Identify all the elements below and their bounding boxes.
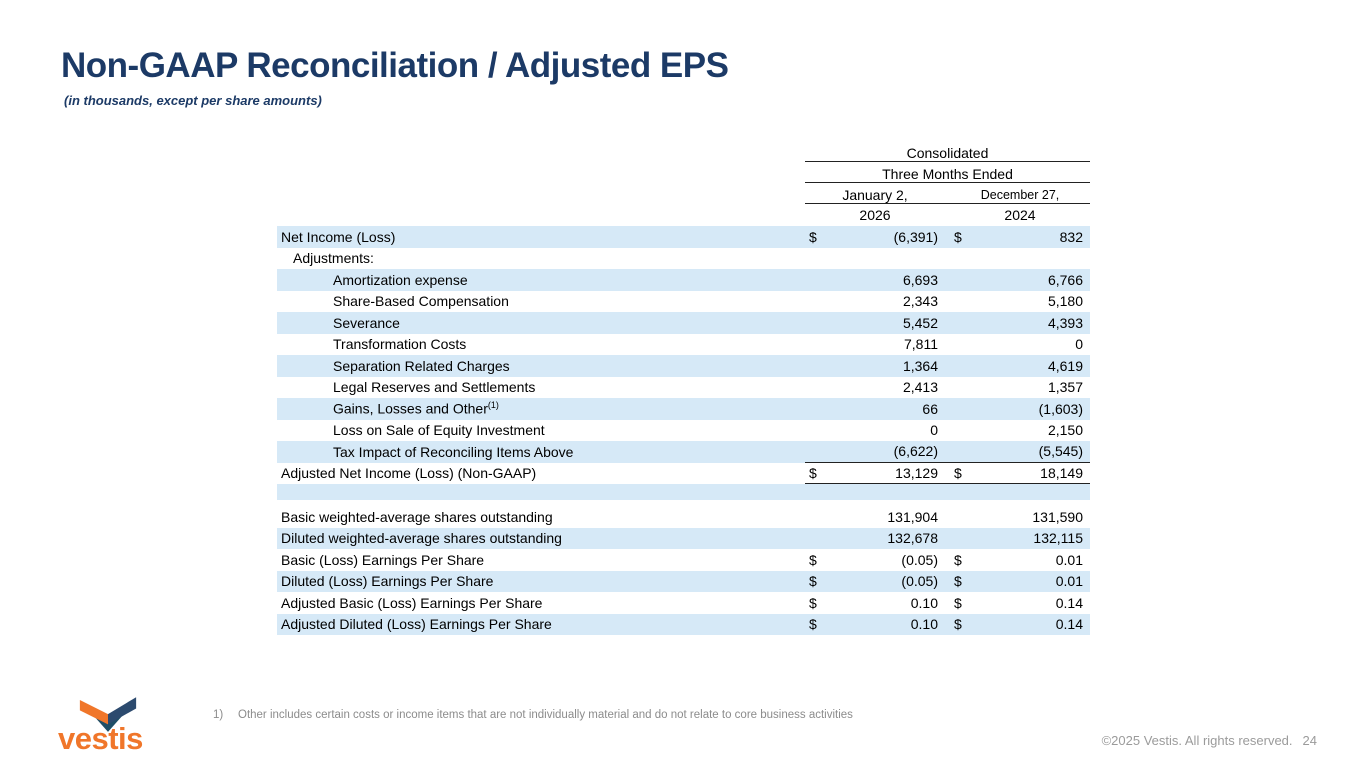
table-body	[277, 226, 1090, 635]
value-text: 5,452	[902, 314, 938, 331]
header-col2-date: December 27,	[980, 188, 1060, 202]
value-cell	[950, 272, 1090, 288]
table-row	[277, 248, 1090, 270]
value-cell	[805, 595, 945, 611]
value-cell	[805, 401, 945, 417]
value-cell	[805, 379, 945, 395]
footnote	[213, 709, 853, 721]
value-cell	[950, 443, 1090, 459]
row-values	[805, 398, 1090, 420]
value-cell	[805, 465, 945, 481]
header-date-row	[805, 183, 1090, 204]
table-row	[277, 571, 1090, 593]
row-values	[805, 291, 1090, 313]
copyright-line	[1102, 733, 1317, 748]
header-period-label: Three Months Ended	[805, 162, 1090, 183]
row-values	[805, 614, 1090, 636]
value-cell	[805, 530, 945, 546]
currency-symbol: $	[809, 594, 817, 611]
value-text: 1,364	[902, 357, 938, 374]
table-row	[277, 398, 1090, 420]
page-number: 24	[1302, 733, 1317, 748]
row-label: Diluted weighted-average shares outstanding	[281, 530, 562, 547]
value-text: 0.10	[910, 616, 938, 633]
table-row	[277, 377, 1090, 399]
value-cell	[950, 315, 1090, 331]
row-values	[805, 506, 1090, 528]
value-text: (5,545)	[1038, 443, 1083, 460]
row-values	[805, 312, 1090, 334]
value-text: (0.05)	[901, 551, 938, 568]
table-spacer-row	[277, 484, 1090, 500]
value-text: 4,619	[1047, 357, 1083, 374]
value-cell	[950, 465, 1090, 481]
page-title: Non-GAAP Reconciliation / Adjusted EPS	[61, 46, 729, 85]
row-label: Gains, Losses and Other$^{(1)}$	[333, 400, 499, 418]
header-col2-year: 2024	[1004, 207, 1036, 223]
row-values	[805, 592, 1090, 614]
row-label: Diluted (Loss) Earnings Per Share	[281, 573, 494, 590]
value-cell	[950, 336, 1090, 352]
currency-symbol: $	[809, 573, 817, 590]
currency-symbol: $	[809, 616, 817, 633]
value-text: (1,603)	[1038, 400, 1083, 417]
row-label: Transformation Costs	[333, 336, 467, 353]
value-text: 18,149	[1040, 464, 1083, 481]
value-text: 132,115	[1033, 530, 1083, 547]
value-text: 131,590	[1032, 508, 1083, 525]
currency-symbol: $	[809, 228, 817, 245]
row-label: Basic (Loss) Earnings Per Share	[281, 551, 485, 568]
value-cell	[950, 509, 1090, 525]
header-group-label: Consolidated	[805, 146, 1090, 162]
value-text: 6,766	[1047, 271, 1083, 288]
value-text: 132,678	[887, 530, 938, 547]
row-values	[805, 549, 1090, 571]
value-text: 6,693	[902, 271, 938, 288]
value-text: (0.05)	[901, 573, 938, 590]
value-text: 0.14	[1055, 616, 1083, 633]
row-label: Separation Related Charges	[333, 357, 510, 374]
currency-symbol: $	[809, 551, 817, 568]
value-text: 0	[1075, 336, 1083, 353]
row-label: Share-Based Compensation	[333, 293, 509, 310]
row-label: Basic weighted-average shares outstanding	[281, 508, 553, 525]
value-cell	[950, 573, 1090, 589]
currency-symbol: $	[954, 616, 962, 633]
value-text: 0	[930, 422, 938, 439]
footnote-ref: (1)	[487, 400, 499, 411]
currency-symbol: $	[954, 594, 962, 611]
table-row	[277, 226, 1090, 248]
row-values	[805, 355, 1090, 377]
table-header	[805, 146, 1090, 226]
value-cell	[950, 552, 1090, 568]
vestis-logo	[58, 697, 158, 756]
value-text: 0.01	[1055, 551, 1083, 568]
table-row	[277, 334, 1090, 356]
value-text: 66	[922, 400, 938, 417]
value-text: 2,150	[1047, 422, 1083, 439]
currency-symbol: $	[954, 228, 962, 245]
value-cell	[950, 401, 1090, 417]
value-text: 832	[1059, 228, 1083, 245]
table-row	[277, 420, 1090, 442]
value-text: 0.10	[910, 594, 938, 611]
table-row	[277, 269, 1090, 291]
row-values	[805, 528, 1090, 550]
row-values	[805, 269, 1090, 291]
value-cell	[950, 530, 1090, 546]
row-label: Adjusted Basic (Loss) Earnings Per Share	[281, 594, 543, 611]
value-cell	[805, 443, 945, 459]
value-cell	[805, 422, 945, 438]
row-label: Adjusted Diluted (Loss) Earnings Per Share	[281, 616, 552, 633]
value-cell	[805, 616, 945, 632]
value-text: 5,180	[1047, 293, 1083, 310]
row-values	[805, 571, 1090, 593]
value-cell	[805, 358, 945, 374]
vestis-logo-wordmark: vestis	[58, 721, 143, 756]
header-year-row	[805, 204, 1090, 226]
value-text: 4,393	[1047, 314, 1083, 331]
table-row	[277, 441, 1090, 463]
value-text: 131,904	[887, 508, 938, 525]
value-cell	[950, 379, 1090, 395]
table-row	[277, 312, 1090, 334]
table-row	[277, 592, 1090, 614]
currency-symbol: $	[809, 464, 817, 481]
table-row	[277, 528, 1090, 550]
value-cell	[950, 358, 1090, 374]
value-cell	[805, 272, 945, 288]
value-cell	[805, 293, 945, 309]
row-values	[805, 377, 1090, 399]
row-label: Adjustments:	[293, 250, 374, 267]
reconciliation-table	[277, 146, 1090, 635]
row-values	[805, 420, 1090, 442]
value-text: 1,357	[1047, 379, 1083, 396]
value-text: 7,811	[904, 336, 938, 353]
row-label: Amortization expense	[333, 271, 468, 288]
value-text: 0.14	[1055, 594, 1083, 611]
table-row	[277, 291, 1090, 313]
value-cell	[950, 293, 1090, 309]
value-text: (6,391)	[893, 228, 938, 245]
row-label: Tax Impact of Reconciling Items Above	[333, 443, 574, 460]
table-row	[277, 614, 1090, 636]
value-cell	[805, 509, 945, 525]
header-col1-date: January 2,	[842, 187, 908, 203]
row-label: Adjusted Net Income (Loss) (Non-GAAP)	[281, 465, 537, 482]
table-row	[277, 549, 1090, 571]
table-row	[277, 355, 1090, 377]
value-cell	[805, 336, 945, 352]
currency-symbol: $	[954, 464, 962, 481]
row-values	[805, 463, 1090, 485]
value-cell	[950, 595, 1090, 611]
header-col1-year: 2026	[859, 207, 891, 223]
value-cell	[805, 552, 945, 568]
page-subtitle: (in thousands, except per share amounts)	[64, 93, 322, 108]
value-text: (6,622)	[893, 443, 938, 460]
value-cell	[950, 229, 1090, 245]
row-label: Loss on Sale of Equity Investment	[333, 422, 545, 439]
value-text: 0.01	[1055, 573, 1083, 590]
currency-symbol: $	[954, 551, 962, 568]
value-cell	[950, 616, 1090, 632]
value-text: 2,413	[902, 379, 938, 396]
table-row	[277, 506, 1090, 528]
value-cell	[805, 573, 945, 589]
row-values	[805, 248, 1090, 270]
row-values	[805, 226, 1090, 248]
copyright-text: ©2025 Vestis. All rights reserved.	[1101, 733, 1293, 748]
footnote-marker: 1)	[213, 709, 224, 721]
row-values	[805, 334, 1090, 356]
value-cell	[805, 315, 945, 331]
row-label: Net Income (Loss)	[281, 228, 396, 245]
footnote-text: Other includes certain costs or income items that are not individually material and do not relate to core business activities	[238, 709, 853, 721]
row-label: Legal Reserves and Settlements	[333, 379, 536, 396]
row-values	[805, 441, 1090, 463]
value-cell	[950, 422, 1090, 438]
value-text: 2,343	[902, 293, 938, 310]
currency-symbol: $	[954, 573, 962, 590]
row-label: Severance	[333, 314, 400, 331]
table-row	[277, 463, 1090, 485]
value-text: 13,129	[895, 464, 938, 481]
value-cell	[805, 229, 945, 245]
